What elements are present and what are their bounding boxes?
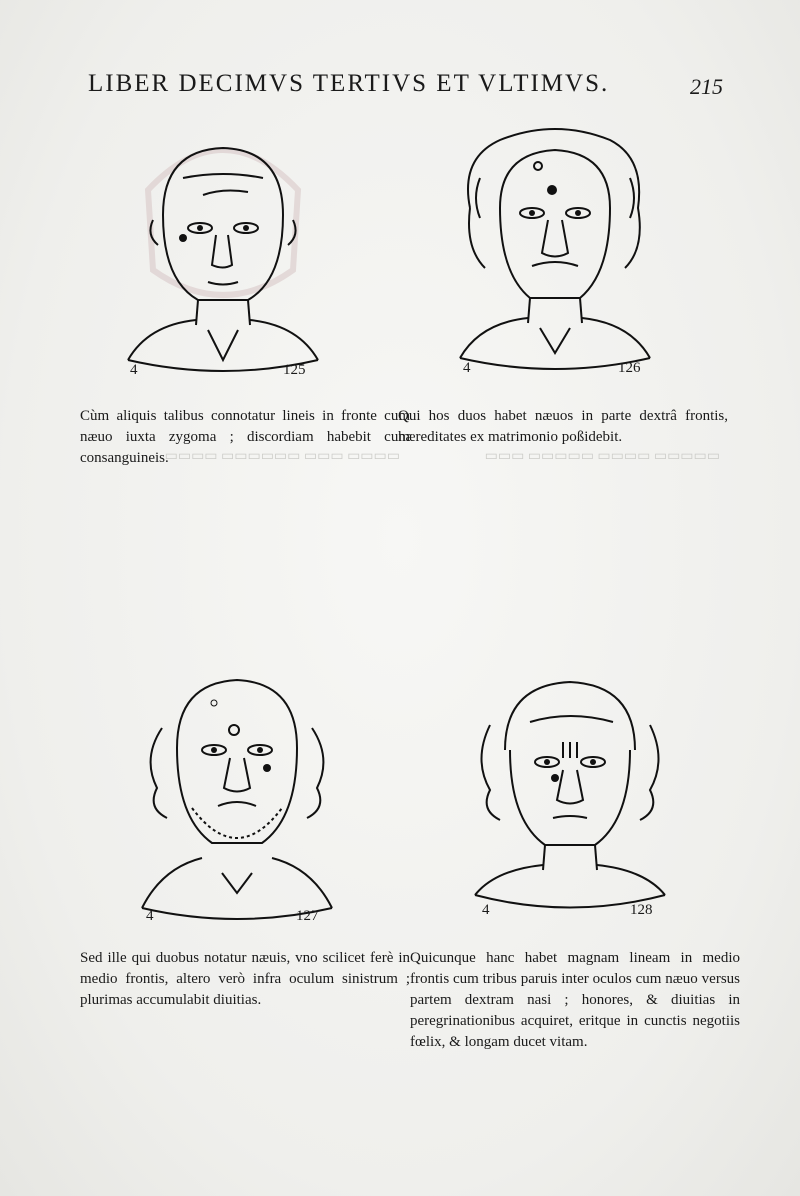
show-through-text: ▭▭▭▭ ▭▭▭ ▭▭▭▭▭▭ ▭▭▭▭ — [164, 449, 400, 464]
woodcut-portrait — [108, 120, 338, 390]
figure-caption: Quicunque hanc habet magnam lineam in medio frontis cum tribus paruis inter oculos cum næuo versus partem dextram nasi ; honores, & diuitias in peregrinationibus acquiret, eritque in cunctis negotiis fœlix, & longam ducet vitam. — [410, 950, 740, 1050]
figure-number: 126 — [618, 360, 641, 376]
figure-number: 125 — [283, 362, 306, 378]
figure-number: 127 — [296, 908, 319, 924]
portrait-illustration — [122, 668, 352, 938]
figure-caption: Qui hos duos habet næuos in parte dextrâ frontis, hæreditates ex matrimonio poßidebit. — [398, 408, 728, 445]
plate-number: 4 — [146, 908, 154, 924]
figure-number: 128 — [630, 902, 653, 918]
woodcut-portrait — [455, 670, 685, 940]
page-number: 215 — [690, 74, 723, 99]
portrait-illustration — [440, 118, 670, 388]
portrait-illustration — [108, 120, 338, 390]
figure-caption: Sed ille qui duobus notatur næuis, vno scilicet ferè in medio frontis, altero verò infra oculum sinistrum ; plurimas accumulabit diuitias. — [80, 950, 410, 1008]
show-through-text: ▭▭▭▭▭ ▭▭▭▭ ▭▭▭▭▭ ▭▭▭ — [484, 449, 720, 464]
plate-number: 4 — [463, 360, 471, 376]
figure-caption: Cùm aliquis talibus connotatur lineis in fronte cum næuo iuxta zygoma ; discordiam habebit cum consanguineis. — [80, 408, 410, 466]
portrait-illustration — [455, 670, 685, 940]
plate-number: 4 — [482, 902, 490, 918]
running-header: LIBER DECIMVS TERTIVS ET VLTIMVS. — [88, 70, 610, 97]
woodcut-portrait — [122, 668, 352, 938]
woodcut-portrait — [440, 118, 670, 388]
plate-number: 4 — [130, 362, 138, 378]
